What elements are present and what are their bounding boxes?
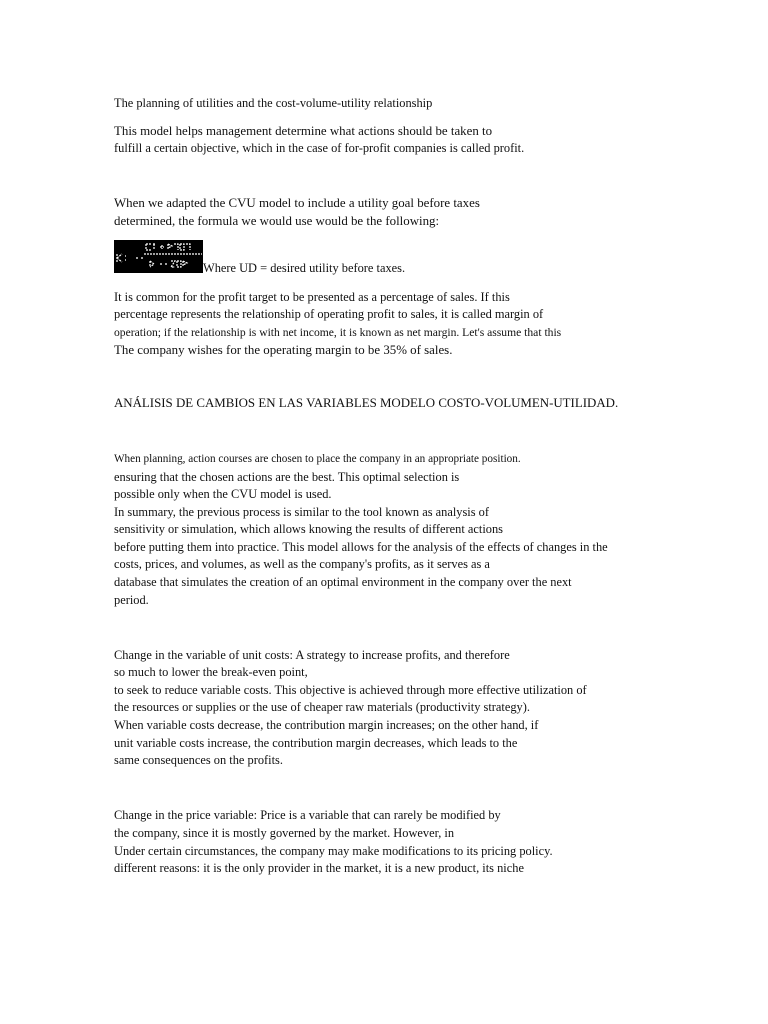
unit-costs-line: When variable costs decrease, the contribution margin increases; on the other hand, if	[114, 718, 539, 732]
margin-line: percentage represents the relationship of operating profit to sales, it is called margin of	[114, 307, 544, 321]
unit-costs-line: unit variable costs increase, the contribution margin decreases, which leads to the	[114, 736, 518, 750]
margin-line: It is common for the profit target to be presented as a percentage of sales. If this	[114, 290, 510, 304]
price-line: different reasons: it is the only provider in the market, it is a new product, its niche	[114, 861, 524, 875]
unit-costs-line: same consequences on the profits.	[114, 753, 283, 767]
margin-line: operation; if the relationship is with net income, it is known as net margin. Let's assume that this	[114, 326, 562, 339]
cvu-line: determined, the formula we would use would be the following:	[114, 214, 440, 228]
analysis-line: In summary, the previous process is similar to the tool known as analysis of	[114, 505, 489, 519]
cvu-line: When we adapted the CVU model to include a utility goal before taxes	[114, 196, 480, 210]
intro-line: fulfill a certain objective, which in the case of for-profit companies is called profit.	[114, 141, 525, 155]
analysis-line: ensuring that the chosen actions are the best. This optimal selection is	[114, 470, 460, 484]
document-title: The planning of utilities and the cost-volume-utility relationship	[114, 96, 433, 110]
analysis-line: possible only when the CVU model is used.	[114, 487, 332, 501]
analysis-line: before putting them into practice. This model allows for the analysis of the effects of changes in the	[114, 540, 608, 554]
unit-costs-line: the resources or supplies or the use of cheaper raw materials (productivity strategy).	[114, 700, 530, 714]
analysis-line: When planning, action courses are chosen to place the company in an appropriate position.	[114, 453, 521, 465]
formula-caption: Where UD = desired utility before taxes.	[203, 261, 406, 275]
analysis-line: period.	[114, 593, 149, 607]
formula-glyphs-icon	[114, 240, 203, 273]
price-line: Change in the price variable: Price is a variable that can rarely be modified by	[114, 808, 501, 822]
unit-costs-line: so much to lower the break-even point,	[114, 665, 308, 679]
margin-line: The company wishes for the operating margin to be 35% of sales.	[114, 343, 453, 357]
price-line: Under certain circumstances, the company may make modifications to its pricing policy.	[114, 844, 553, 858]
price-line: the company, since it is mostly governed by the market. However, in	[114, 826, 455, 840]
analysis-line: database that simulates the creation of an optimal environment in the company over the next	[114, 575, 572, 589]
analysis-line: sensitivity or simulation, which allows knowing the results of different actions	[114, 522, 503, 536]
intro-line: This model helps management determine what actions should be taken to	[114, 124, 493, 138]
section-heading: ANÁLISIS DE CAMBIOS EN LAS VARIABLES MODELO COSTO-VOLUMEN-UTILIDAD.	[114, 396, 619, 410]
unit-costs-line: Change in the variable of unit costs: A strategy to increase profits, and therefore	[114, 648, 510, 662]
unit-costs-line: to seek to reduce variable costs. This objective is achieved through more effective utilization of	[114, 683, 587, 697]
formula-image	[114, 240, 203, 273]
analysis-line: costs, prices, and volumes, as well as the company's profits, as it serves as a	[114, 557, 490, 571]
